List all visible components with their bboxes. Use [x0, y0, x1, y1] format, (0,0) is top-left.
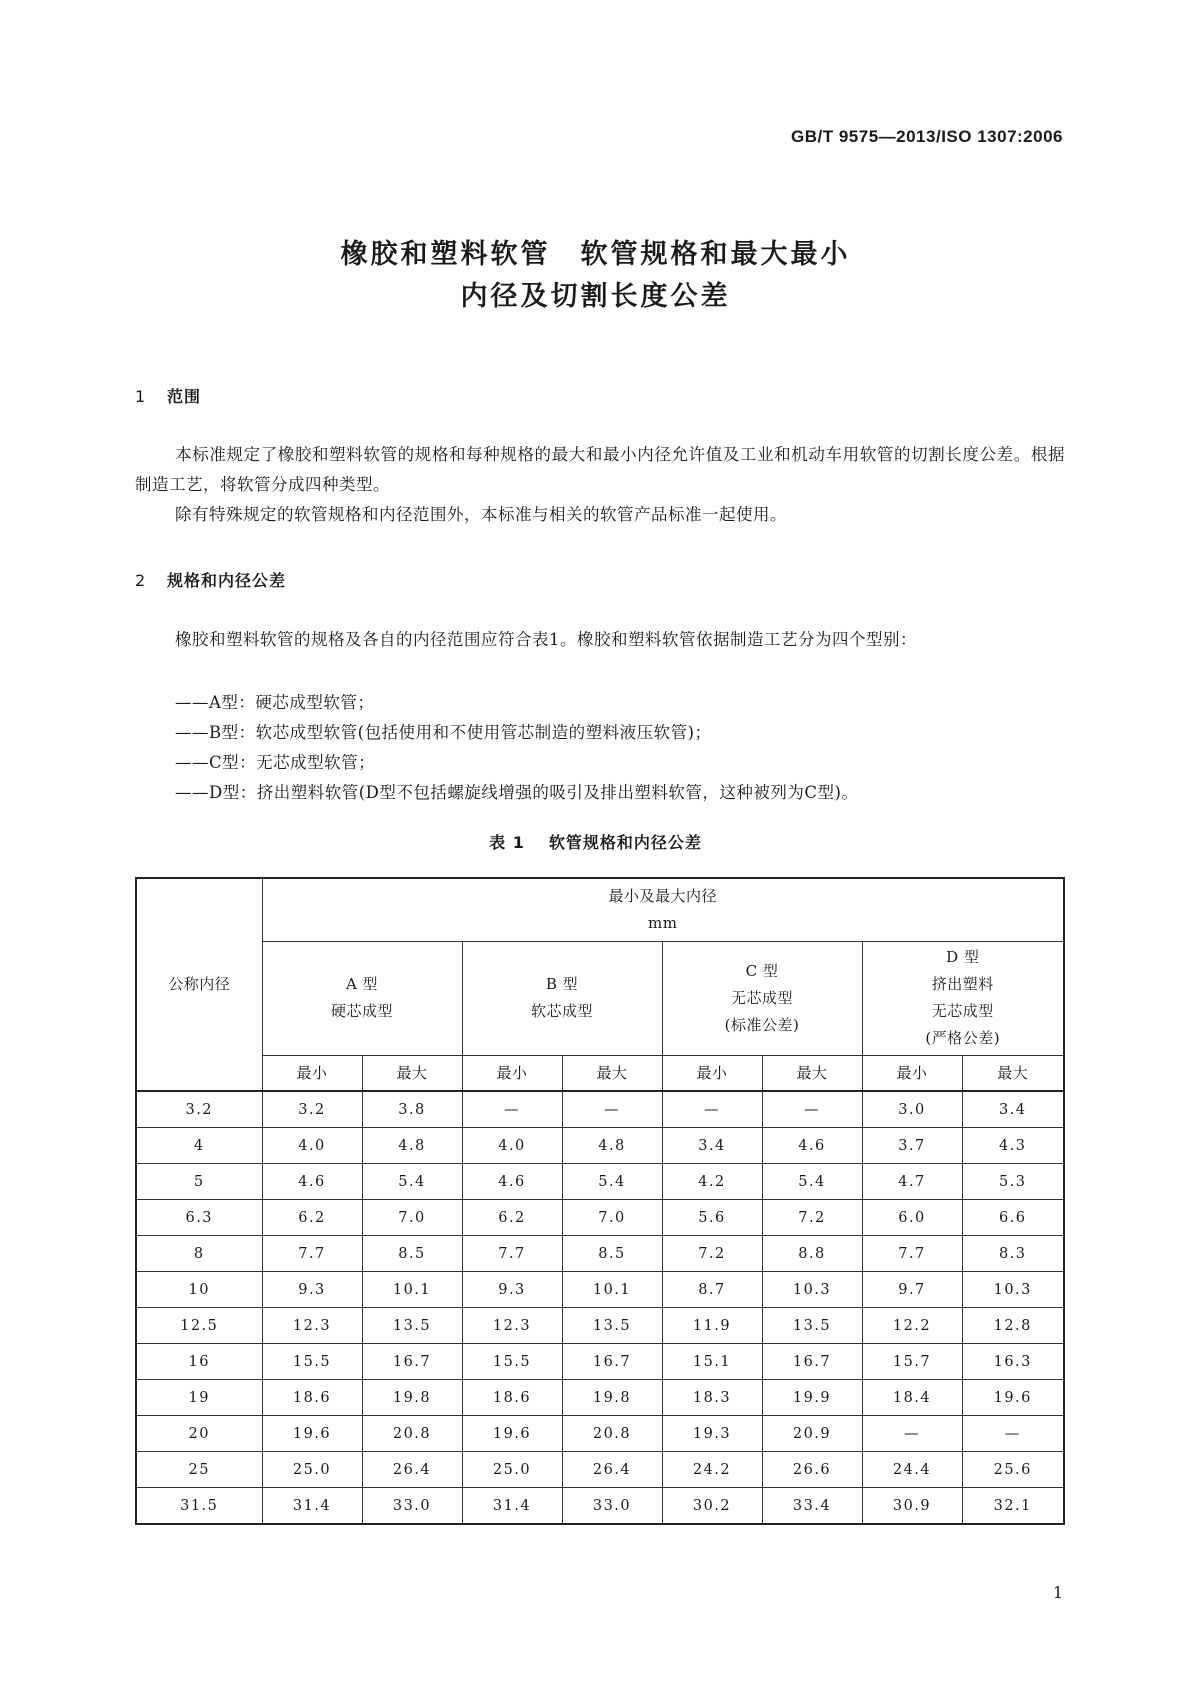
- section-1-heading: [135, 384, 201, 407]
- bore-value-cell: 13.5: [562, 1308, 662, 1344]
- nominal-bore-cell: 4: [136, 1128, 262, 1164]
- bore-value-cell: 20.9: [762, 1416, 862, 1452]
- bore-value-cell: 26.6: [762, 1452, 862, 1488]
- bore-value-cell: 24.2: [662, 1452, 762, 1488]
- bore-value-cell: 4.0: [262, 1128, 362, 1164]
- nominal-bore-cell: 6.3: [136, 1200, 262, 1236]
- bore-value-cell: 4.6: [762, 1128, 862, 1164]
- bore-value-cell: 12.3: [262, 1308, 362, 1344]
- bore-value-cell: 15.1: [662, 1344, 762, 1380]
- nominal-bore-cell: 16: [136, 1344, 262, 1380]
- bore-value-cell: 26.4: [562, 1452, 662, 1488]
- section-1-paragraph-2: [135, 500, 1065, 530]
- table-row: [136, 1128, 1064, 1164]
- table-caption: [0, 830, 1191, 853]
- bore-value-cell: 16.7: [762, 1344, 862, 1380]
- bore-value-cell: 9.3: [462, 1272, 562, 1308]
- bore-value-cell: 5.4: [762, 1164, 862, 1200]
- type-d-tolerance: (严格公差): [925, 1029, 1001, 1047]
- max-header: 最大: [962, 1055, 1064, 1091]
- bore-value-cell: 19.9: [762, 1380, 862, 1416]
- section-2-heading: [135, 568, 286, 591]
- bore-value-cell: 4.0: [462, 1128, 562, 1164]
- section-1-paragraph-1-text: 本标准规定了橡胶和塑料软管的规格和每种规格的最大和最小内径允许值及工业和机动车用软管的切割长度公差。根据制造工艺，将软管分成四种类型。: [135, 445, 1065, 494]
- bore-value-cell: 4.8: [362, 1128, 462, 1164]
- bore-value-cell: 10.3: [762, 1272, 862, 1308]
- table-row: [136, 1236, 1064, 1272]
- bore-value-cell: 8.7: [662, 1272, 762, 1308]
- bore-value-cell: 31.4: [262, 1488, 362, 1525]
- bore-value-cell: 4.2: [662, 1164, 762, 1200]
- nominal-bore-cell: 8: [136, 1236, 262, 1272]
- bore-value-cell: 12.3: [462, 1308, 562, 1344]
- type-c-header: [662, 941, 862, 1055]
- section-2-number: 2: [135, 571, 147, 590]
- bore-value-cell: 5.4: [362, 1164, 462, 1200]
- page-number: 1: [1052, 1583, 1063, 1602]
- type-c-label: C 型: [745, 961, 779, 980]
- bore-value-cell: 33.0: [562, 1488, 662, 1525]
- table-row: [136, 1091, 1064, 1128]
- bore-value-cell: —: [462, 1091, 562, 1128]
- bore-value-cell: 11.9: [662, 1308, 762, 1344]
- standard-code: GB/T 9575—2013/ISO 1307:2006: [791, 127, 1063, 146]
- bore-value-cell: 7.7: [862, 1236, 962, 1272]
- bore-value-cell: 30.2: [662, 1488, 762, 1525]
- bore-value-cell: 10.1: [362, 1272, 462, 1308]
- nominal-bore-cell: 19: [136, 1380, 262, 1416]
- table-row: [136, 1344, 1064, 1380]
- bore-value-cell: 19.8: [562, 1380, 662, 1416]
- bore-value-cell: 33.0: [362, 1488, 462, 1525]
- bore-value-cell: 18.3: [662, 1380, 762, 1416]
- type-d-desc-2: 无芯成型: [931, 1002, 994, 1020]
- min-header: 最小: [862, 1055, 962, 1091]
- bore-value-cell: —: [962, 1416, 1064, 1452]
- bore-value-cell: 3.4: [962, 1091, 1064, 1128]
- type-d-header: [862, 941, 1064, 1055]
- bore-value-cell: 19.6: [962, 1380, 1064, 1416]
- type-list-item: ——B型：软芯成型软管(包括使用和不使用管芯制造的塑料液压软管)；: [175, 723, 712, 742]
- bore-value-cell: 25.0: [462, 1452, 562, 1488]
- bore-value-cell: 6.6: [962, 1200, 1064, 1236]
- bore-value-cell: 15.7: [862, 1344, 962, 1380]
- bore-value-cell: 25.6: [962, 1452, 1064, 1488]
- bore-value-cell: 3.7: [862, 1128, 962, 1164]
- bore-value-cell: 8.3: [962, 1236, 1064, 1272]
- bore-value-cell: —: [762, 1091, 862, 1128]
- bore-value-cell: 5.3: [962, 1164, 1064, 1200]
- bore-value-cell: —: [862, 1416, 962, 1452]
- bore-value-cell: 5.4: [562, 1164, 662, 1200]
- table-row: [136, 1308, 1064, 1344]
- table-row: [136, 1416, 1064, 1452]
- bore-value-cell: —: [662, 1091, 762, 1128]
- bore-value-cell: 19.6: [262, 1416, 362, 1452]
- type-b-desc: 软芯成型: [530, 1002, 593, 1020]
- bore-value-cell: 19.3: [662, 1416, 762, 1452]
- table-body: [136, 1091, 1064, 1524]
- bore-value-cell: 25.0: [262, 1452, 362, 1488]
- bore-value-cell: —: [562, 1091, 662, 1128]
- document-title-line2: 内径及切割长度公差: [460, 281, 731, 312]
- type-d-desc: 挤出塑料: [931, 975, 994, 993]
- bore-value-cell: 13.5: [762, 1308, 862, 1344]
- bore-value-cell: 16.3: [962, 1344, 1064, 1380]
- table-caption-title: 软管规格和内径公差: [548, 833, 702, 852]
- bore-value-cell: 24.4: [862, 1452, 962, 1488]
- bore-value-cell: 7.7: [462, 1236, 562, 1272]
- bore-value-cell: 18.4: [862, 1380, 962, 1416]
- table-row: [136, 1164, 1064, 1200]
- bore-value-cell: 30.9: [862, 1488, 962, 1525]
- bore-value-cell: 7.0: [562, 1200, 662, 1236]
- bore-value-cell: 7.2: [662, 1236, 762, 1272]
- nominal-bore-cell: 10: [136, 1272, 262, 1308]
- bore-range-header: [262, 878, 1064, 941]
- type-list-item: ——C型：无芯成型软管；: [175, 753, 376, 772]
- bore-value-cell: 8.5: [362, 1236, 462, 1272]
- type-c-tolerance: (标准公差): [724, 1015, 800, 1034]
- bore-value-cell: 6.2: [462, 1200, 562, 1236]
- table-caption-number: 表 1: [489, 833, 525, 852]
- bore-value-cell: 13.5: [362, 1308, 462, 1344]
- type-a-desc: 硬芯成型: [330, 1002, 393, 1020]
- min-header: 最小: [662, 1055, 762, 1091]
- section-2-title: 规格和内径公差: [167, 571, 287, 590]
- bore-value-cell: 31.4: [462, 1488, 562, 1525]
- document-title-line1: 橡胶和塑料软管 软管规格和最大最小: [340, 239, 851, 270]
- bore-value-cell: 3.0: [862, 1091, 962, 1128]
- max-header: 最大: [762, 1055, 862, 1091]
- bore-value-cell: 15.5: [262, 1344, 362, 1380]
- type-a-label: A 型: [345, 975, 379, 993]
- bore-value-cell: 20.8: [362, 1416, 462, 1452]
- bore-value-cell: 19.8: [362, 1380, 462, 1416]
- bore-value-cell: 4.3: [962, 1128, 1064, 1164]
- bore-value-cell: 7.0: [362, 1200, 462, 1236]
- type-list-item: ——A型：硬芯成型软管；: [175, 693, 375, 712]
- bore-value-cell: 9.7: [862, 1272, 962, 1308]
- bore-value-cell: 19.6: [462, 1416, 562, 1452]
- table-row: [136, 1200, 1064, 1236]
- nominal-bore-cell: 31.5: [136, 1488, 262, 1525]
- bore-range-header-title: 最小及最大内径: [608, 886, 718, 905]
- nominal-bore-header: 公称内径: [136, 878, 262, 1091]
- bore-value-cell: 9.3: [262, 1272, 362, 1308]
- min-header: 最小: [262, 1055, 362, 1091]
- nominal-bore-cell: 5: [136, 1164, 262, 1200]
- bore-value-cell: 10.1: [562, 1272, 662, 1308]
- bore-value-cell: 4.7: [862, 1164, 962, 1200]
- section-1-paragraph-2-text: 除有特殊规定的软管规格和内径范围外，本标准与相关的软管产品标准一起使用。: [175, 505, 787, 524]
- bore-value-cell: 10.3: [962, 1272, 1064, 1308]
- bore-value-cell: 15.5: [462, 1344, 562, 1380]
- bore-value-cell: 4.8: [562, 1128, 662, 1164]
- section-1-number: 1: [135, 387, 147, 406]
- bore-value-cell: 5.6: [662, 1200, 762, 1236]
- bore-value-cell: 33.4: [762, 1488, 862, 1525]
- bore-value-cell: 7.2: [762, 1200, 862, 1236]
- type-a-header: [262, 941, 462, 1055]
- bore-value-cell: 8.5: [562, 1236, 662, 1272]
- bore-value-cell: 3.8: [362, 1091, 462, 1128]
- max-header: 最大: [362, 1055, 462, 1091]
- type-d-label: D 型: [946, 948, 980, 966]
- bore-value-cell: 20.8: [562, 1416, 662, 1452]
- bore-value-cell: 18.6: [262, 1380, 362, 1416]
- bore-value-cell: 6.0: [862, 1200, 962, 1236]
- bore-value-cell: 8.8: [762, 1236, 862, 1272]
- section-2-paragraph-1-text: 橡胶和塑料软管的规格及各自的内径范围应符合表1。橡胶和塑料软管依据制造工艺分为四个型别：: [175, 630, 917, 649]
- bore-value-cell: 16.7: [362, 1344, 462, 1380]
- nominal-bore-cell: 3.2: [136, 1091, 262, 1128]
- type-b-header: [462, 941, 662, 1055]
- section-2-paragraph-1: [135, 625, 1065, 655]
- bore-range-header-unit: mm: [648, 913, 678, 932]
- bore-value-cell: 18.6: [462, 1380, 562, 1416]
- bore-value-cell: 26.4: [362, 1452, 462, 1488]
- section-1-paragraph-1: [135, 440, 1065, 500]
- bore-value-cell: 7.7: [262, 1236, 362, 1272]
- nominal-bore-cell: 12.5: [136, 1308, 262, 1344]
- type-c-desc: 无芯成型: [730, 988, 793, 1007]
- table-row: [136, 1380, 1064, 1416]
- bore-value-cell: 3.4: [662, 1128, 762, 1164]
- bore-value-cell: 4.6: [462, 1164, 562, 1200]
- bore-value-cell: 3.2: [262, 1091, 362, 1128]
- min-header: 最小: [462, 1055, 562, 1091]
- table-row: [136, 1488, 1064, 1525]
- max-header: 最大: [562, 1055, 662, 1091]
- table-row: [136, 1272, 1064, 1308]
- nominal-bore-cell: 20: [136, 1416, 262, 1452]
- bore-value-cell: 12.2: [862, 1308, 962, 1344]
- bore-value-cell: 6.2: [262, 1200, 362, 1236]
- bore-value-cell: 4.6: [262, 1164, 362, 1200]
- bore-value-cell: 16.7: [562, 1344, 662, 1380]
- hose-size-table: [135, 877, 1065, 1525]
- section-1-title: 范围: [167, 387, 202, 406]
- type-list-item: ——D型：挤出塑料软管(D型不包括螺旋线增强的吸引及排出塑料软管，这种被列为C型)。: [175, 783, 859, 802]
- bore-value-cell: 12.8: [962, 1308, 1064, 1344]
- nominal-bore-cell: 25: [136, 1452, 262, 1488]
- table-row: [136, 1452, 1064, 1488]
- type-b-label: B 型: [545, 975, 579, 993]
- bore-value-cell: 32.1: [962, 1488, 1064, 1525]
